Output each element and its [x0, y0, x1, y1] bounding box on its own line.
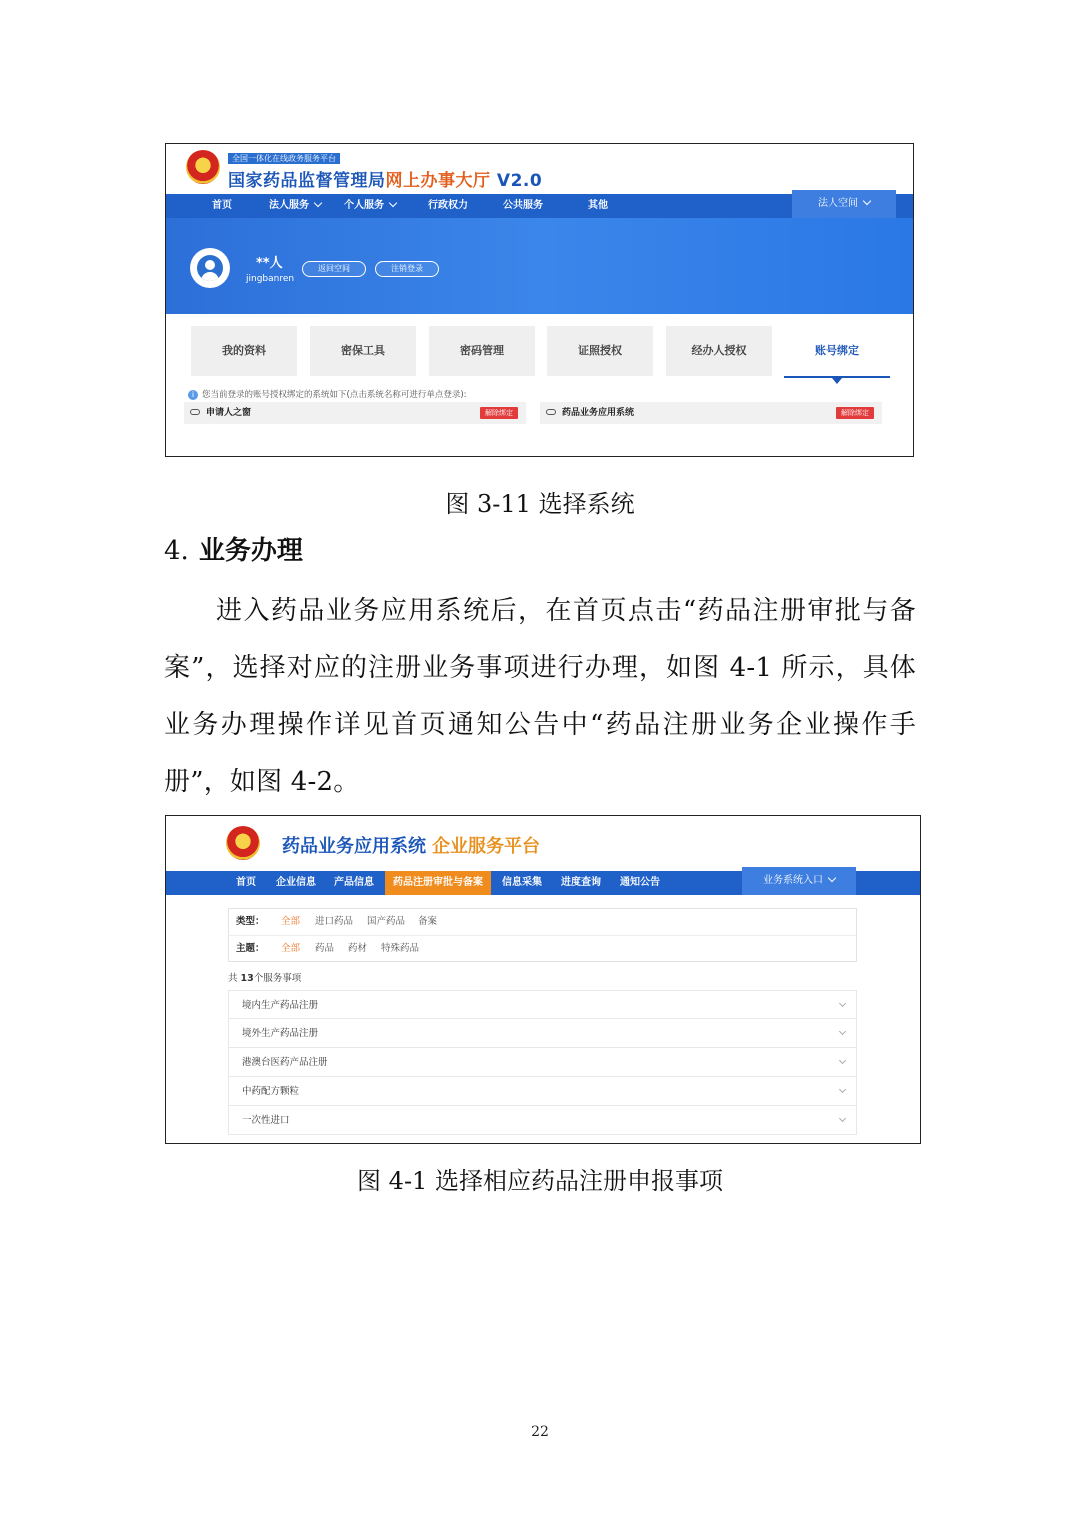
tab-agent-authorization[interactable]: 经办人授权	[666, 326, 772, 376]
account-tabs-area	[166, 314, 913, 457]
body-paragraph: 进入药品业务应用系统后，在首页点击“药品注册审批与备案”，选择对应的注册业务事项进行办理，如图 4-1 所示，具体业务办理操作详见首页通知公告中“药品注册业务企业操作手册”，如图 4-2。	[164, 596, 916, 797]
tab-license-authorization[interactable]: 证照授权	[547, 326, 653, 376]
nav-info-collection[interactable]: 信息采集	[502, 877, 542, 888]
tab-my-profile[interactable]: 我的资料	[191, 326, 297, 376]
filter-option[interactable]: 全部	[281, 916, 301, 927]
chevron-down-icon	[839, 1000, 846, 1007]
figure-3-11-screenshot	[165, 143, 914, 457]
filter-option[interactable]: 特殊药品	[381, 943, 420, 954]
nav-home[interactable]: 首页	[212, 200, 232, 211]
chevron-down-icon	[839, 1028, 846, 1035]
site-header	[166, 144, 913, 194]
list-item[interactable]: 港澳台医药产品注册	[228, 1048, 857, 1077]
nav-other[interactable]: 其他	[588, 200, 608, 211]
service-count: 共 13个服务事项	[228, 973, 302, 984]
nav-drug-registration[interactable]: 药品注册审批与备案	[385, 871, 491, 895]
legal-space-dropdown[interactable]: 法人空间	[792, 190, 896, 218]
user-icon	[197, 255, 223, 281]
filter-option[interactable]: 进口药品	[315, 916, 354, 927]
system-title-highlight: 企业服务平台	[432, 836, 540, 857]
national-emblem-icon	[226, 826, 260, 860]
link-icon	[190, 409, 200, 415]
platform-tag: 全国一体化在线政务服务平台	[228, 153, 340, 164]
nav-home[interactable]: 首页	[236, 877, 256, 888]
filter-row-topic	[229, 935, 856, 962]
site-title-highlight: 网上办事大厅	[385, 171, 491, 191]
binding-row	[184, 402, 526, 424]
system-title	[282, 832, 540, 858]
binding-row	[540, 402, 882, 424]
nav-public-services[interactable]: 公共服务	[503, 200, 543, 211]
unbind-button[interactable]: 解除绑定	[836, 407, 874, 419]
nav-administrative-power[interactable]: 行政权力	[428, 200, 468, 211]
chevron-down-icon	[389, 199, 397, 207]
section-number: 4.	[164, 536, 189, 566]
tab-password-management[interactable]: 密码管理	[429, 326, 535, 376]
list-item[interactable]: 中药配方颗粒	[228, 1077, 857, 1106]
nav-personal-services[interactable]: 个人服务	[344, 194, 396, 218]
user-banner	[166, 218, 913, 314]
section-title: 业务办理	[198, 536, 303, 566]
nav-progress-query[interactable]: 进度查询	[561, 877, 601, 888]
site-title-main: 国家药品监督管理局	[228, 171, 386, 191]
figure-caption: 图 3-11 选择系统	[445, 490, 635, 518]
chevron-down-icon	[828, 874, 836, 882]
figure-4-1-screenshot	[165, 815, 921, 1144]
tab-account-binding[interactable]: 账号绑定	[784, 326, 890, 378]
filter-option[interactable]: 备案	[418, 916, 438, 927]
user-name: **人	[256, 256, 283, 271]
chevron-down-icon	[839, 1115, 846, 1122]
filter-option[interactable]: 药材	[348, 943, 368, 954]
logout-button[interactable]: 注销登录	[375, 261, 439, 277]
national-emblem-icon	[186, 150, 220, 184]
binding-system-name[interactable]: 申请人之窗	[206, 408, 252, 418]
section-heading	[164, 530, 303, 567]
back-to-space-button[interactable]: 返回空间	[302, 261, 366, 277]
nav-product-info[interactable]: 产品信息	[334, 877, 374, 888]
business-system-entry-dropdown[interactable]: 业务系统入口	[742, 867, 856, 895]
binding-system-name[interactable]: 药品业务应用系统	[562, 408, 635, 418]
link-icon	[546, 409, 556, 415]
unbind-button[interactable]: 解除绑定	[480, 407, 518, 419]
filter-type-label: 类型：	[236, 916, 265, 927]
service-list	[228, 990, 857, 1135]
binding-note: i 您当前登录的账号授权绑定的系统如下(点击系统名称可进行单点登录):	[188, 388, 467, 400]
avatar	[190, 248, 230, 288]
chevron-down-icon	[314, 199, 322, 207]
list-item[interactable]: 境外生产药品注册	[228, 1019, 857, 1048]
figure-caption: 图 4-1 选择相应药品注册申报事项	[357, 1167, 723, 1195]
filter-row-type	[229, 909, 856, 935]
nav-legal-services[interactable]: 法人服务	[269, 194, 321, 218]
list-item[interactable]: 一次性进口	[228, 1106, 857, 1135]
filter-option[interactable]: 全部	[281, 943, 301, 954]
tab-security-tools[interactable]: 密保工具	[310, 326, 416, 376]
filter-option[interactable]: 药品	[315, 943, 335, 954]
system-title-main: 药品业务应用系统	[282, 836, 426, 857]
site-title	[228, 166, 542, 191]
nav-notices[interactable]: 通知公告	[620, 877, 660, 888]
filter-panel	[228, 908, 857, 962]
filter-option[interactable]: 国产药品	[367, 916, 406, 927]
chevron-down-icon	[863, 197, 871, 205]
chevron-down-icon	[839, 1057, 846, 1064]
info-icon: i	[188, 390, 198, 400]
page-number: 22	[531, 1424, 549, 1440]
filter-topic-label: 主题：	[236, 943, 265, 954]
site-title-version: V2.0	[490, 171, 543, 191]
user-login: jingbanren	[246, 274, 295, 284]
chevron-down-icon	[839, 1086, 846, 1093]
list-item[interactable]: 境内生产药品注册	[228, 990, 857, 1019]
nav-enterprise-info[interactable]: 企业信息	[276, 877, 316, 888]
